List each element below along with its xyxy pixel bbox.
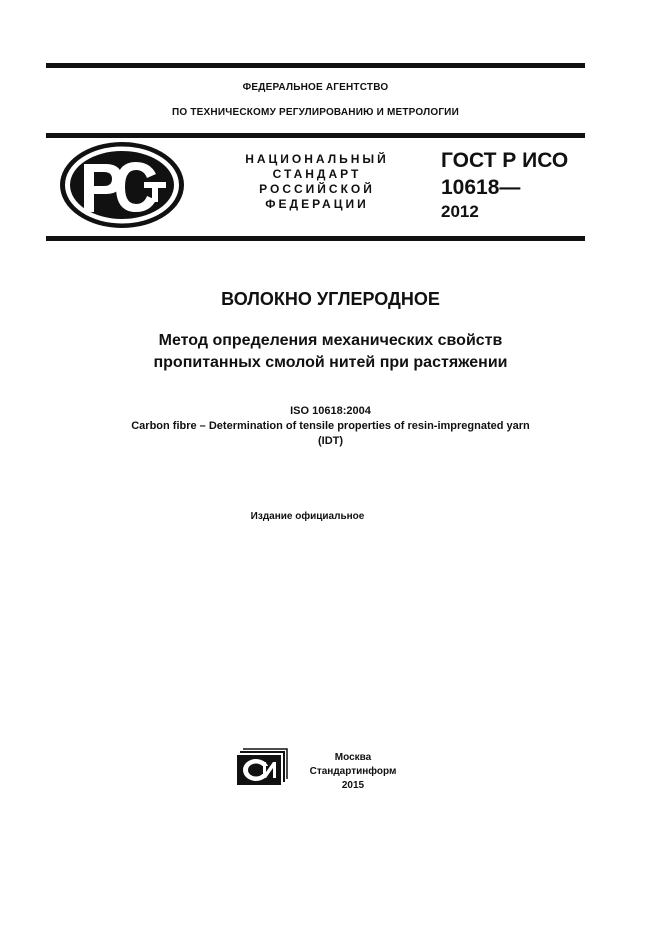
standard-type-line: РОССИЙСКОЙ — [259, 182, 375, 196]
document-title: ВОЛОКНО УГЛЕРОДНОЕ — [221, 289, 440, 309]
standard-type-line: НАЦИОНАЛЬНЫЙ — [245, 152, 389, 166]
header-rule — [46, 133, 585, 138]
publisher-city: Москва — [334, 752, 372, 763]
rst-certification-logo-icon — [58, 140, 186, 230]
standard-type-line: ФЕДЕРАЦИИ — [265, 197, 369, 211]
publisher-name: Стандартинформ — [309, 766, 397, 777]
agency-name-line2: ПО ТЕХНИЧЕСКОМУ РЕГУЛИРОВАНИЮ И МЕТРОЛОГИИ — [172, 107, 459, 118]
standard-type-block — [232, 152, 402, 212]
iso-code: ISO 10618:2004 — [290, 405, 371, 417]
document-subtitle — [0, 330, 661, 374]
standard-designation — [441, 147, 568, 223]
standartinform-logo-icon — [236, 748, 288, 786]
designation-year: 2012 — [441, 202, 479, 221]
designation-prefix: ГОСТ Р ИСО — [441, 149, 569, 172]
iso-reference — [0, 404, 661, 449]
agency-name-line1: ФЕДЕРАЛЬНОЕ АГЕНТСТВО — [242, 82, 389, 93]
standard-type-line: СТАНДАРТ — [272, 167, 362, 181]
subtitle-line: Метод определения механических свойств — [158, 332, 503, 349]
top-rule — [46, 63, 585, 68]
designation-number: 10618— — [441, 176, 521, 199]
block-rule — [46, 236, 585, 241]
publication-year: 2015 — [341, 780, 365, 791]
iso-equivalence: (IDT) — [317, 435, 344, 447]
edition-label: Издание официальное — [250, 511, 365, 522]
iso-english-title: Carbon fibre – Determination of tensile properties of resin-impregnated yarn — [131, 420, 530, 432]
publisher-info — [308, 751, 398, 793]
subtitle-line: пропитанных смолой нитей при растяжении — [153, 354, 508, 371]
